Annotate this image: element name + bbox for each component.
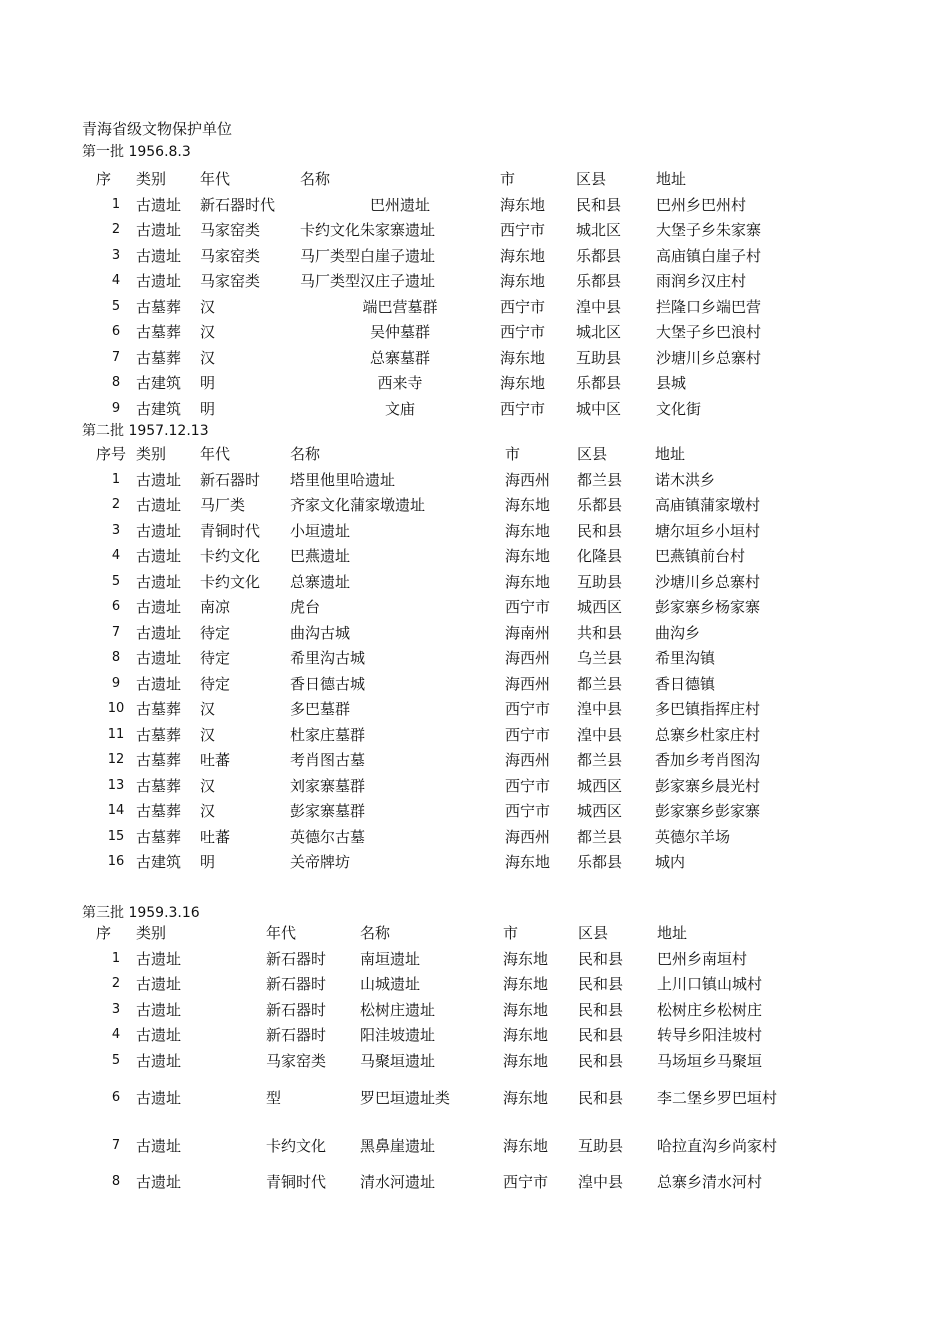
cell-county: 湟中县 bbox=[578, 1173, 624, 1192]
cell-seq: 5 bbox=[111, 1052, 121, 1068]
cell-address: 松树庄乡松树庄 bbox=[657, 1000, 763, 1019]
cell-city: 西宁市 bbox=[500, 221, 546, 240]
cell-county: 互助县 bbox=[577, 572, 623, 591]
cell-seq: 3 bbox=[111, 522, 121, 538]
cell-address: 诺木洪乡 bbox=[655, 470, 716, 489]
header-address: 地址 bbox=[655, 445, 686, 464]
cell-category: 古遗址 bbox=[136, 1173, 182, 1192]
cell-address: 多巴镇指挥庄村 bbox=[655, 700, 761, 719]
cell-era: 马家窑类 bbox=[200, 272, 261, 291]
header-category: 类别 bbox=[136, 170, 167, 189]
cell-county: 乌兰县 bbox=[577, 649, 623, 668]
table-row bbox=[96, 396, 796, 422]
cell-county: 乐都县 bbox=[576, 374, 622, 393]
cell-era: 新石器时 bbox=[266, 949, 327, 968]
cell-era: 汉 bbox=[200, 700, 216, 719]
cell-era: 新石器时 bbox=[266, 975, 327, 994]
header-era: 年代 bbox=[266, 924, 297, 943]
cell-category: 古墓葬 bbox=[136, 776, 182, 795]
cell-county: 城北区 bbox=[576, 221, 622, 240]
header-era: 年代 bbox=[200, 170, 231, 189]
cell-county: 乐都县 bbox=[577, 496, 623, 515]
cell-category: 古遗址 bbox=[136, 470, 182, 489]
cell-city: 西宁市 bbox=[505, 802, 551, 821]
table-row bbox=[96, 645, 796, 671]
cell-address: 希里沟镇 bbox=[655, 649, 716, 668]
cell-seq: 8 bbox=[111, 1174, 121, 1190]
cell-address: 巴州乡巴州村 bbox=[656, 195, 747, 214]
cell-county: 民和县 bbox=[578, 1000, 624, 1019]
cell-era: 待定 bbox=[200, 623, 231, 642]
cell-era: 明 bbox=[200, 374, 216, 393]
cell-address: 大堡子乡朱家寨 bbox=[656, 221, 762, 240]
cell-era: 马家窑类 bbox=[200, 221, 261, 240]
cell-name: 黑鼻崖遗址 bbox=[360, 1136, 436, 1155]
cell-address: 塘尔垣乡小垣村 bbox=[655, 521, 761, 540]
cell-seq: 8 bbox=[111, 650, 121, 666]
table-row bbox=[96, 243, 796, 269]
cell-name: 多巴墓群 bbox=[290, 700, 351, 719]
cell-category: 古遗址 bbox=[136, 496, 182, 515]
cell-seq: 7 bbox=[111, 1137, 121, 1153]
cell-category: 古遗址 bbox=[136, 598, 182, 617]
batch-1-title: 第一批 1956.8.3 bbox=[82, 144, 191, 160]
cell-era: 新石器时代 bbox=[200, 195, 276, 214]
header-name: 名称 bbox=[290, 445, 321, 464]
cell-seq: 4 bbox=[111, 548, 121, 564]
table-row bbox=[96, 319, 796, 345]
cell-seq: 2 bbox=[111, 497, 121, 513]
cell-era: 新石器时 bbox=[200, 470, 261, 489]
header-category: 类别 bbox=[136, 924, 167, 943]
cell-category: 古遗址 bbox=[136, 246, 182, 265]
cell-address: 县城 bbox=[656, 374, 687, 393]
table-row bbox=[96, 971, 796, 997]
cell-name: 马厂类型汉庄子遗址 bbox=[300, 272, 436, 291]
cell-county: 都兰县 bbox=[577, 827, 623, 846]
table-row bbox=[96, 594, 796, 620]
cell-county: 民和县 bbox=[578, 949, 624, 968]
cell-seq: 4 bbox=[111, 273, 121, 289]
cell-address: 雨润乡汉庄村 bbox=[656, 272, 747, 291]
cell-name: 彭家寨墓群 bbox=[290, 802, 366, 821]
table-header-row bbox=[96, 920, 796, 946]
header-county: 区县 bbox=[576, 170, 607, 189]
table-row bbox=[96, 192, 796, 218]
cell-city: 海西州 bbox=[505, 470, 551, 489]
cell-category: 古遗址 bbox=[136, 975, 182, 994]
header-address: 地址 bbox=[657, 924, 688, 943]
cell-address: 彭家寨乡晨光村 bbox=[655, 776, 761, 795]
cell-seq: 1 bbox=[111, 950, 121, 966]
cell-name: 英德尔古墓 bbox=[290, 827, 366, 846]
cell-seq: 6 bbox=[111, 324, 121, 340]
cell-category: 古遗址 bbox=[136, 949, 182, 968]
cell-seq: 11 bbox=[107, 726, 125, 742]
cell-category: 古建筑 bbox=[136, 853, 182, 872]
cell-era: 汉 bbox=[200, 348, 216, 367]
cell-city: 海东地 bbox=[500, 246, 546, 265]
cell-category: 古墓葬 bbox=[136, 700, 182, 719]
cell-seq: 5 bbox=[111, 573, 121, 589]
cell-category: 古墓葬 bbox=[136, 348, 182, 367]
cell-city: 海西州 bbox=[505, 827, 551, 846]
cell-name: 杜家庄墓群 bbox=[290, 725, 366, 744]
cell-category: 古遗址 bbox=[136, 1000, 182, 1019]
cell-address: 李二堡乡罗巴垣村 bbox=[657, 1088, 778, 1107]
cell-name: 考肖图古墓 bbox=[290, 751, 366, 770]
cell-seq: 7 bbox=[111, 349, 121, 365]
table-row bbox=[96, 492, 796, 518]
cell-city: 海东地 bbox=[503, 949, 549, 968]
cell-city: 海东地 bbox=[500, 272, 546, 291]
cell-category: 古遗址 bbox=[136, 572, 182, 591]
batch-1-table bbox=[96, 166, 796, 421]
cell-address: 彭家寨乡彭家寨 bbox=[655, 802, 761, 821]
cell-address: 总寨乡杜家庄村 bbox=[655, 725, 761, 744]
cell-era: 汉 bbox=[200, 776, 216, 795]
cell-name: 卡约文化朱家寨遗址 bbox=[300, 221, 436, 240]
cell-name: 曲沟古城 bbox=[290, 623, 351, 642]
cell-seq: 15 bbox=[107, 828, 125, 844]
cell-city: 海东地 bbox=[503, 975, 549, 994]
cell-seq: 7 bbox=[111, 624, 121, 640]
cell-era: 吐蕃 bbox=[200, 751, 231, 770]
table-row bbox=[96, 798, 796, 824]
cell-address: 高庙镇蒲家墩村 bbox=[655, 496, 761, 515]
header-city: 市 bbox=[500, 170, 516, 189]
cell-name: 小垣遗址 bbox=[290, 521, 351, 540]
cell-seq: 14 bbox=[107, 803, 125, 819]
cell-seq: 12 bbox=[107, 752, 125, 768]
cell-county: 湟中县 bbox=[577, 700, 623, 719]
cell-seq: 9 bbox=[111, 400, 121, 416]
cell-address: 拦隆口乡端巴营 bbox=[656, 297, 762, 316]
cell-city: 海西州 bbox=[505, 674, 551, 693]
cell-category: 古墓葬 bbox=[136, 725, 182, 744]
cell-name: 松树庄遗址 bbox=[360, 1000, 436, 1019]
table-row bbox=[96, 1048, 796, 1074]
cell-seq: 2 bbox=[111, 222, 121, 238]
cell-seq: 13 bbox=[107, 777, 125, 793]
cell-address: 哈拉直沟乡尚家村 bbox=[657, 1136, 778, 1155]
cell-county: 城中区 bbox=[576, 399, 622, 418]
cell-name: 西来寺 bbox=[377, 374, 423, 393]
table-row bbox=[96, 467, 796, 493]
table-row bbox=[96, 1022, 796, 1048]
cell-category: 古墓葬 bbox=[136, 297, 182, 316]
cell-category: 古墓葬 bbox=[136, 827, 182, 846]
cell-era: 新石器时 bbox=[266, 1026, 327, 1045]
cell-city: 海东地 bbox=[500, 348, 546, 367]
header-address: 地址 bbox=[656, 170, 687, 189]
cell-seq: 1 bbox=[111, 196, 121, 212]
table-row bbox=[96, 268, 796, 294]
table-row bbox=[96, 345, 796, 371]
table-header-row bbox=[96, 166, 796, 192]
table-row bbox=[96, 824, 796, 850]
cell-county: 湟中县 bbox=[576, 297, 622, 316]
header-seq: 序 bbox=[96, 924, 112, 943]
cell-era: 待定 bbox=[200, 674, 231, 693]
batch-2-title: 第二批 1957.12.13 bbox=[82, 423, 209, 439]
cell-category: 古遗址 bbox=[136, 649, 182, 668]
cell-era: 马家窑类 bbox=[266, 1051, 327, 1070]
cell-address: 城内 bbox=[655, 853, 686, 872]
cell-era: 青铜时代 bbox=[200, 521, 261, 540]
cell-seq: 10 bbox=[107, 701, 125, 717]
cell-name: 塔里他里哈遗址 bbox=[290, 470, 396, 489]
cell-address: 转导乡阳洼坡村 bbox=[657, 1026, 763, 1045]
cell-city: 西宁市 bbox=[505, 700, 551, 719]
cell-seq: 5 bbox=[111, 298, 121, 314]
cell-seq: 3 bbox=[111, 1001, 121, 1017]
cell-county: 湟中县 bbox=[577, 725, 623, 744]
cell-name: 端巴营墓群 bbox=[362, 297, 438, 316]
cell-city: 海东地 bbox=[505, 521, 551, 540]
table-row bbox=[96, 370, 796, 396]
cell-era: 汉 bbox=[200, 297, 216, 316]
cell-address: 文化街 bbox=[656, 399, 702, 418]
cell-seq: 8 bbox=[111, 375, 121, 391]
cell-category: 古遗址 bbox=[136, 674, 182, 693]
cell-era: 青铜时代 bbox=[266, 1173, 327, 1192]
table-row bbox=[96, 747, 796, 773]
table-row bbox=[96, 1073, 796, 1121]
cell-category: 古墓葬 bbox=[136, 751, 182, 770]
cell-seq: 1 bbox=[111, 471, 121, 487]
cell-city: 海东地 bbox=[503, 1051, 549, 1070]
cell-name: 虎台 bbox=[290, 598, 321, 617]
cell-county: 城北区 bbox=[576, 323, 622, 342]
cell-address: 英德尔羊场 bbox=[655, 827, 731, 846]
table-row bbox=[96, 722, 796, 748]
table-row bbox=[96, 518, 796, 544]
cell-address: 马场垣乡马聚垣 bbox=[657, 1051, 763, 1070]
cell-seq: 2 bbox=[111, 976, 121, 992]
cell-category: 古遗址 bbox=[136, 521, 182, 540]
cell-name: 巴州遗址 bbox=[369, 195, 430, 214]
cell-era: 吐蕃 bbox=[200, 827, 231, 846]
table-row bbox=[96, 696, 796, 722]
cell-seq: 3 bbox=[111, 247, 121, 263]
table-row bbox=[96, 997, 796, 1023]
cell-address: 上川口镇山城村 bbox=[657, 975, 763, 994]
cell-county: 乐都县 bbox=[576, 246, 622, 265]
cell-address: 沙塘川乡总寨村 bbox=[655, 572, 761, 591]
cell-city: 海东地 bbox=[505, 547, 551, 566]
cell-era: 卡约文化 bbox=[200, 572, 261, 591]
cell-city: 海东地 bbox=[500, 195, 546, 214]
cell-category: 古遗址 bbox=[136, 623, 182, 642]
cell-era: 型 bbox=[266, 1088, 282, 1107]
cell-era: 南凉 bbox=[200, 598, 231, 617]
cell-address: 大堡子乡巴浪村 bbox=[656, 323, 762, 342]
header-seq: 序 bbox=[96, 170, 112, 189]
table-header-row bbox=[96, 441, 796, 467]
table-row bbox=[96, 946, 796, 972]
header-county: 区县 bbox=[577, 445, 608, 464]
table-row bbox=[96, 1169, 796, 1195]
cell-address: 巴州乡南垣村 bbox=[657, 949, 748, 968]
cell-county: 民和县 bbox=[577, 521, 623, 540]
cell-city: 海东地 bbox=[503, 1088, 549, 1107]
cell-county: 化隆县 bbox=[577, 547, 623, 566]
table-row bbox=[96, 849, 796, 875]
cell-city: 海西州 bbox=[505, 751, 551, 770]
table-row bbox=[96, 217, 796, 243]
cell-city: 西宁市 bbox=[505, 776, 551, 795]
table-row bbox=[96, 569, 796, 595]
cell-county: 乐都县 bbox=[576, 272, 622, 291]
cell-address: 总寨乡清水河村 bbox=[657, 1173, 763, 1192]
cell-county: 都兰县 bbox=[577, 751, 623, 770]
cell-county: 民和县 bbox=[576, 195, 622, 214]
cell-category: 古遗址 bbox=[136, 1051, 182, 1070]
cell-city: 西宁市 bbox=[505, 598, 551, 617]
cell-seq: 9 bbox=[111, 675, 121, 691]
header-city: 市 bbox=[503, 924, 519, 943]
cell-category: 古墓葬 bbox=[136, 323, 182, 342]
cell-name: 清水河遗址 bbox=[360, 1173, 436, 1192]
cell-category: 古遗址 bbox=[136, 1088, 182, 1107]
header-seq: 序号 bbox=[96, 445, 127, 464]
header-name: 名称 bbox=[360, 924, 391, 943]
batch-3-title: 第三批 1959.3.16 bbox=[82, 905, 200, 921]
cell-era: 马厂类 bbox=[200, 496, 246, 515]
cell-city: 海东地 bbox=[505, 853, 551, 872]
header-era: 年代 bbox=[200, 445, 231, 464]
cell-category: 古遗址 bbox=[136, 1136, 182, 1155]
cell-category: 古建筑 bbox=[136, 399, 182, 418]
table-row bbox=[96, 671, 796, 697]
cell-address: 彭家寨乡杨家寨 bbox=[655, 598, 761, 617]
cell-name: 山城遗址 bbox=[360, 975, 421, 994]
cell-city: 西宁市 bbox=[503, 1173, 549, 1192]
cell-name: 刘家寨墓群 bbox=[290, 776, 366, 795]
cell-address: 沙塘川乡总寨村 bbox=[656, 348, 762, 367]
cell-category: 古遗址 bbox=[136, 547, 182, 566]
cell-category: 古遗址 bbox=[136, 195, 182, 214]
table-row bbox=[96, 620, 796, 646]
cell-city: 海东地 bbox=[503, 1026, 549, 1045]
cell-era: 明 bbox=[200, 853, 216, 872]
batch-2-table bbox=[96, 441, 796, 875]
cell-era: 汉 bbox=[200, 725, 216, 744]
cell-name: 巴燕遗址 bbox=[290, 547, 351, 566]
cell-county: 都兰县 bbox=[577, 674, 623, 693]
cell-era: 待定 bbox=[200, 649, 231, 668]
cell-county: 民和县 bbox=[578, 1051, 624, 1070]
cell-address: 香日德镇 bbox=[655, 674, 716, 693]
cell-address: 香加乡考肖图沟 bbox=[655, 751, 761, 770]
cell-seq: 4 bbox=[111, 1027, 121, 1043]
cell-city: 西宁市 bbox=[505, 725, 551, 744]
cell-city: 海西州 bbox=[505, 649, 551, 668]
cell-address: 巴燕镇前台村 bbox=[655, 547, 746, 566]
cell-county: 城西区 bbox=[577, 802, 623, 821]
cell-name: 罗巴垣遗址类 bbox=[360, 1088, 451, 1107]
header-county: 区县 bbox=[578, 924, 609, 943]
cell-name: 马厂类型白崖子遗址 bbox=[300, 246, 436, 265]
cell-name: 希里沟古城 bbox=[290, 649, 366, 668]
cell-seq: 6 bbox=[111, 1089, 121, 1105]
batch-3-table bbox=[96, 920, 796, 1195]
cell-name: 马聚垣遗址 bbox=[360, 1051, 436, 1070]
table-row bbox=[96, 1121, 796, 1169]
header-name: 名称 bbox=[300, 170, 331, 189]
document-title: 青海省级文物保护单位 bbox=[82, 120, 233, 138]
cell-category: 古遗址 bbox=[136, 272, 182, 291]
table-row bbox=[96, 294, 796, 320]
cell-county: 互助县 bbox=[576, 348, 622, 367]
cell-era: 卡约文化 bbox=[266, 1136, 327, 1155]
cell-era: 卡约文化 bbox=[200, 547, 261, 566]
cell-address: 高庙镇白崖子村 bbox=[656, 246, 762, 265]
cell-city: 海东地 bbox=[503, 1000, 549, 1019]
header-category: 类别 bbox=[136, 445, 167, 464]
cell-county: 都兰县 bbox=[577, 470, 623, 489]
cell-name: 总寨墓群 bbox=[369, 348, 430, 367]
cell-county: 城西区 bbox=[577, 776, 623, 795]
cell-county: 民和县 bbox=[578, 975, 624, 994]
cell-city: 海东地 bbox=[503, 1136, 549, 1155]
cell-city: 海南州 bbox=[505, 623, 551, 642]
cell-name: 文庙 bbox=[384, 399, 415, 418]
cell-county: 乐都县 bbox=[577, 853, 623, 872]
cell-city: 西宁市 bbox=[500, 297, 546, 316]
cell-seq: 16 bbox=[107, 854, 125, 870]
cell-era: 汉 bbox=[200, 323, 216, 342]
cell-category: 古遗址 bbox=[136, 1026, 182, 1045]
cell-city: 海东地 bbox=[505, 496, 551, 515]
cell-name: 齐家文化蒲家墩遗址 bbox=[290, 496, 426, 515]
cell-county: 城西区 bbox=[577, 598, 623, 617]
cell-city: 西宁市 bbox=[500, 323, 546, 342]
cell-name: 阳洼坡遗址 bbox=[360, 1026, 436, 1045]
cell-county: 共和县 bbox=[577, 623, 623, 642]
cell-name: 吴仲墓群 bbox=[369, 323, 430, 342]
cell-city: 海东地 bbox=[505, 572, 551, 591]
cell-city: 海东地 bbox=[500, 374, 546, 393]
cell-city: 西宁市 bbox=[500, 399, 546, 418]
cell-era: 新石器时 bbox=[266, 1000, 327, 1019]
cell-county: 民和县 bbox=[578, 1026, 624, 1045]
table-row bbox=[96, 543, 796, 569]
cell-address: 曲沟乡 bbox=[655, 623, 701, 642]
table-row bbox=[96, 773, 796, 799]
cell-category: 古墓葬 bbox=[136, 802, 182, 821]
cell-county: 民和县 bbox=[578, 1088, 624, 1107]
cell-era: 马家窑类 bbox=[200, 246, 261, 265]
cell-county: 互助县 bbox=[578, 1136, 624, 1155]
cell-era: 明 bbox=[200, 399, 216, 418]
cell-category: 古建筑 bbox=[136, 374, 182, 393]
header-city: 市 bbox=[505, 445, 521, 464]
cell-name: 关帝牌坊 bbox=[290, 853, 351, 872]
cell-name: 香日德古城 bbox=[290, 674, 366, 693]
cell-category: 古遗址 bbox=[136, 221, 182, 240]
cell-seq: 6 bbox=[111, 599, 121, 615]
cell-name: 总寨遗址 bbox=[290, 572, 351, 591]
cell-name: 南垣遗址 bbox=[360, 949, 421, 968]
cell-era: 汉 bbox=[200, 802, 216, 821]
